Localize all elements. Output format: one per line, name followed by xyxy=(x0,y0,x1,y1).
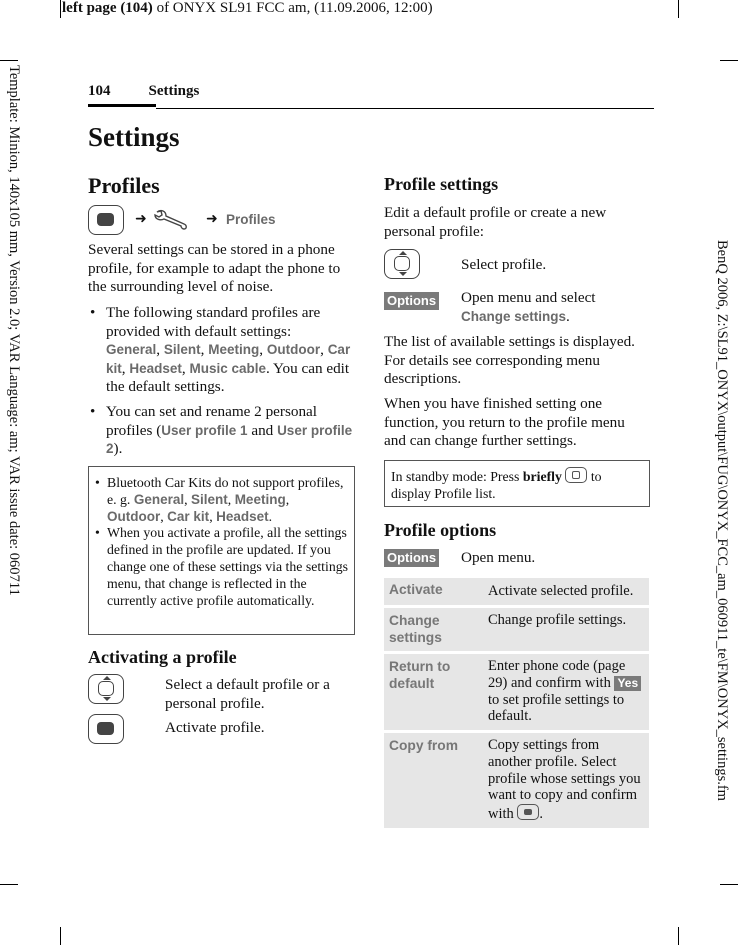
profile-options-open-menu: Open menu. xyxy=(461,549,536,566)
option-value: Change profile settings. xyxy=(488,612,627,628)
list-item: • You can set and rename 2 personal profiles (User profile 1 and User profile 2). xyxy=(88,403,356,459)
nav-key-icon xyxy=(88,674,124,704)
file-path-side-note: BenQ 2006, Z:\SL91_ONYX\output\FUG\ONYX_FCC_am_060911_te\FM\ONYX_settings.fm xyxy=(714,240,730,801)
profiles-intro: Several settings can be stored in a phone profile, for example to adapt the phone to the surrounding level of noise. xyxy=(88,241,341,296)
yes-softkey: Yes xyxy=(614,676,641,691)
profile-settings-heading: Profile settings xyxy=(384,174,499,194)
option-key: Activate xyxy=(389,582,443,597)
profile-settings-intro: Edit a default profile or create a new personal profile: xyxy=(384,204,607,240)
template-header: left page (104) of ONYX SL91 FCC am, (11.09.2006, 12:00) xyxy=(62,0,433,16)
arrow-icon: ➜ xyxy=(135,212,147,227)
profile-settings-step-2: Open menu and select Change settings. xyxy=(461,289,596,325)
wrench-icon xyxy=(154,208,190,230)
table-row xyxy=(384,608,649,651)
divider xyxy=(156,108,654,109)
center-key-icon xyxy=(517,804,539,820)
template-side-note: Template: Minion, 140x105 mm, Version 2.0; VAR Language: am; VAR issue date: 060711 xyxy=(6,65,22,596)
page-number: 104 xyxy=(88,83,111,99)
option-key: Return to default xyxy=(389,659,451,691)
activating-step-2: Activate profile. xyxy=(165,719,265,736)
profiles-heading: Profiles xyxy=(88,173,160,198)
nav-key-icon xyxy=(384,249,420,279)
center-key-icon xyxy=(88,205,124,235)
activating-step-1: Select a default profile or a personal profile. xyxy=(165,676,330,712)
option-value: Copy settings from another profile. Select profile whose settings you want to copy and confirm with . xyxy=(488,737,641,823)
activating-heading: Activating a profile xyxy=(88,647,237,667)
option-value: Enter phone code (page 29) and confirm with Yes to set profile settings to default. xyxy=(488,658,646,725)
profile-options-heading: Profile options xyxy=(384,520,497,540)
table-row xyxy=(384,654,649,730)
profile-settings-para-1: The list of available settings is displayed. For details see corresponding menu descriptions. xyxy=(384,333,635,388)
table-row xyxy=(384,578,649,605)
crop-mark xyxy=(60,0,61,18)
divider xyxy=(88,104,156,107)
profiles-menu-label: Profiles xyxy=(226,212,276,227)
menu-path xyxy=(88,205,288,237)
crop-mark xyxy=(720,60,738,61)
crop-mark xyxy=(0,60,18,61)
profile-settings-step-1: Select profile. xyxy=(461,256,547,273)
tip-box: In standby mode: Press briefly to display Profile list. xyxy=(384,460,650,507)
profiles-bullets xyxy=(88,304,356,459)
note-box xyxy=(88,466,355,635)
crop-mark xyxy=(60,927,61,945)
crop-mark xyxy=(678,927,679,945)
nav-key-icon xyxy=(565,467,587,483)
arrow-icon: ➜ xyxy=(206,212,218,227)
option-value: Activate selected profile. xyxy=(488,583,634,599)
running-head-section: Settings xyxy=(148,83,200,99)
crop-mark xyxy=(678,0,679,18)
options-softkey: Options xyxy=(384,292,439,310)
list-item: • The following standard profiles are provided with default settings: General, Silent, Meeting, Outdoor, Car kit, Headset, Music cable. You can edit the default settings. xyxy=(88,304,356,397)
crop-mark xyxy=(0,884,18,885)
option-key: Change settings xyxy=(389,613,442,645)
table-row xyxy=(384,733,649,828)
page-title: Settings xyxy=(88,122,180,152)
running-head xyxy=(88,83,199,100)
crop-mark xyxy=(720,884,738,885)
options-softkey: Options xyxy=(384,549,439,567)
list-item: • Bluetooth Car Kits do not support profiles, e. g. General, Silent, Meeting, Outdoor, Car kit, Headset. xyxy=(93,475,348,525)
center-key-icon xyxy=(88,714,124,744)
profile-settings-para-2: When you have finished setting one function, you return to the profile menu and can change further settings. xyxy=(384,395,625,450)
list-item: • When you activate a profile, all the settings defined in the profile are updated. If you change one of these settings via the settings menu, that change is reflected in the currently active profile automatically. xyxy=(93,525,348,609)
option-key: Copy from xyxy=(389,738,458,753)
